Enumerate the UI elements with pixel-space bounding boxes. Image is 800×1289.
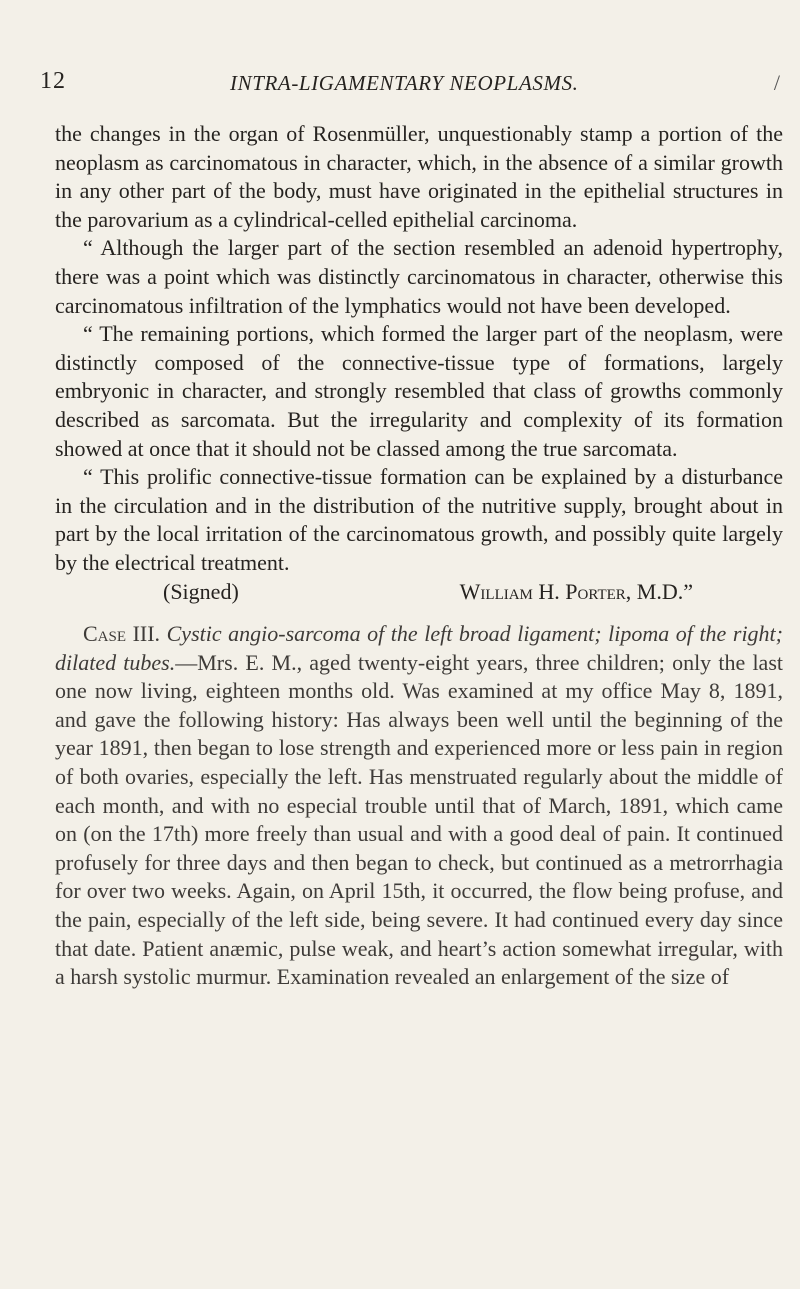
signature-name: William H. Porter, M.D.” (459, 578, 693, 604)
corner-mark: / (773, 70, 780, 95)
page-number: 12 (40, 68, 66, 94)
paragraph-4: “ This prolific connective-tissue formation can be explained by a disturbance in the circulation and in the distribution of the nutritive supply, brought about in part by the local irritation of the carcinomatous growth, and possibly quite largely by the electrical treatment. (55, 464, 783, 575)
paragraph-1: the changes in the organ of Rosenmüller, unquestionably stamp a portion of the neoplasm as carcinomatous in character, which, in the absence of a similar growth in any other part of the body, must have originated in the epithelial structures in the parovarium as a cylindrical-celled epithelial carcinoma. (55, 121, 783, 232)
case-paragraph (55, 620, 783, 992)
paragraph-2: “ Although the larger part of the section resembled an adenoid hypertrophy, there was a point which was distinctly carcinomatous in character, otherwise this carcinomatous infiltration of the lymphatics would not have been developed. (55, 235, 783, 318)
case-label: Case III. (83, 621, 161, 647)
case-text: —Mrs. E. M., aged twenty-eight years, three children; only the last one now living, eighteen months old. Was examined at my office May 8, 1891, and gave the following history: Has always been well until the beginning of the year 1891, then began to lose strength and experienced more or less pain in region of both ovaries, especially the left. Has menstruated regularly about the middle of each month, and with no especial trouble until that of March, 1891, which came on (on the 17th) more freely than usual and with a good deal of pain. It continued profusely for three days and then began to check, but continued as a metrorrhagia for over two weeks. Again, on April 15th, it occurred, the flow being profuse, and the pain, especially of the left side, being severe. It had continued every day since that date. Patient anæmic, pulse weak, and heart’s action somewhat irregular, with a harsh systolic murmur. Examination revealed an enlargement of the size of (55, 649, 783, 990)
running-title: INTRA-LIGAMENTARY NEOPLASMS. (230, 71, 579, 95)
signature-line (55, 578, 783, 607)
page-body (55, 120, 783, 992)
case-title: Cystic angio-sarcoma of the left broad ligament; lipoma of the right; dilated tubes. (55, 621, 783, 675)
paragraph-3: “ The remaining portions, which formed the larger part of the neoplasm, were distinctly composed of the connective-tissue type of formations, largely embryonic in character, and strongly resembled that class of growths commonly described as sarcomata. But the irregularity and complexity of its formation showed at once that it should not be classed among the true sarcomata. (55, 321, 783, 461)
signed-label: (Signed) (163, 578, 239, 604)
page-header (40, 68, 780, 102)
